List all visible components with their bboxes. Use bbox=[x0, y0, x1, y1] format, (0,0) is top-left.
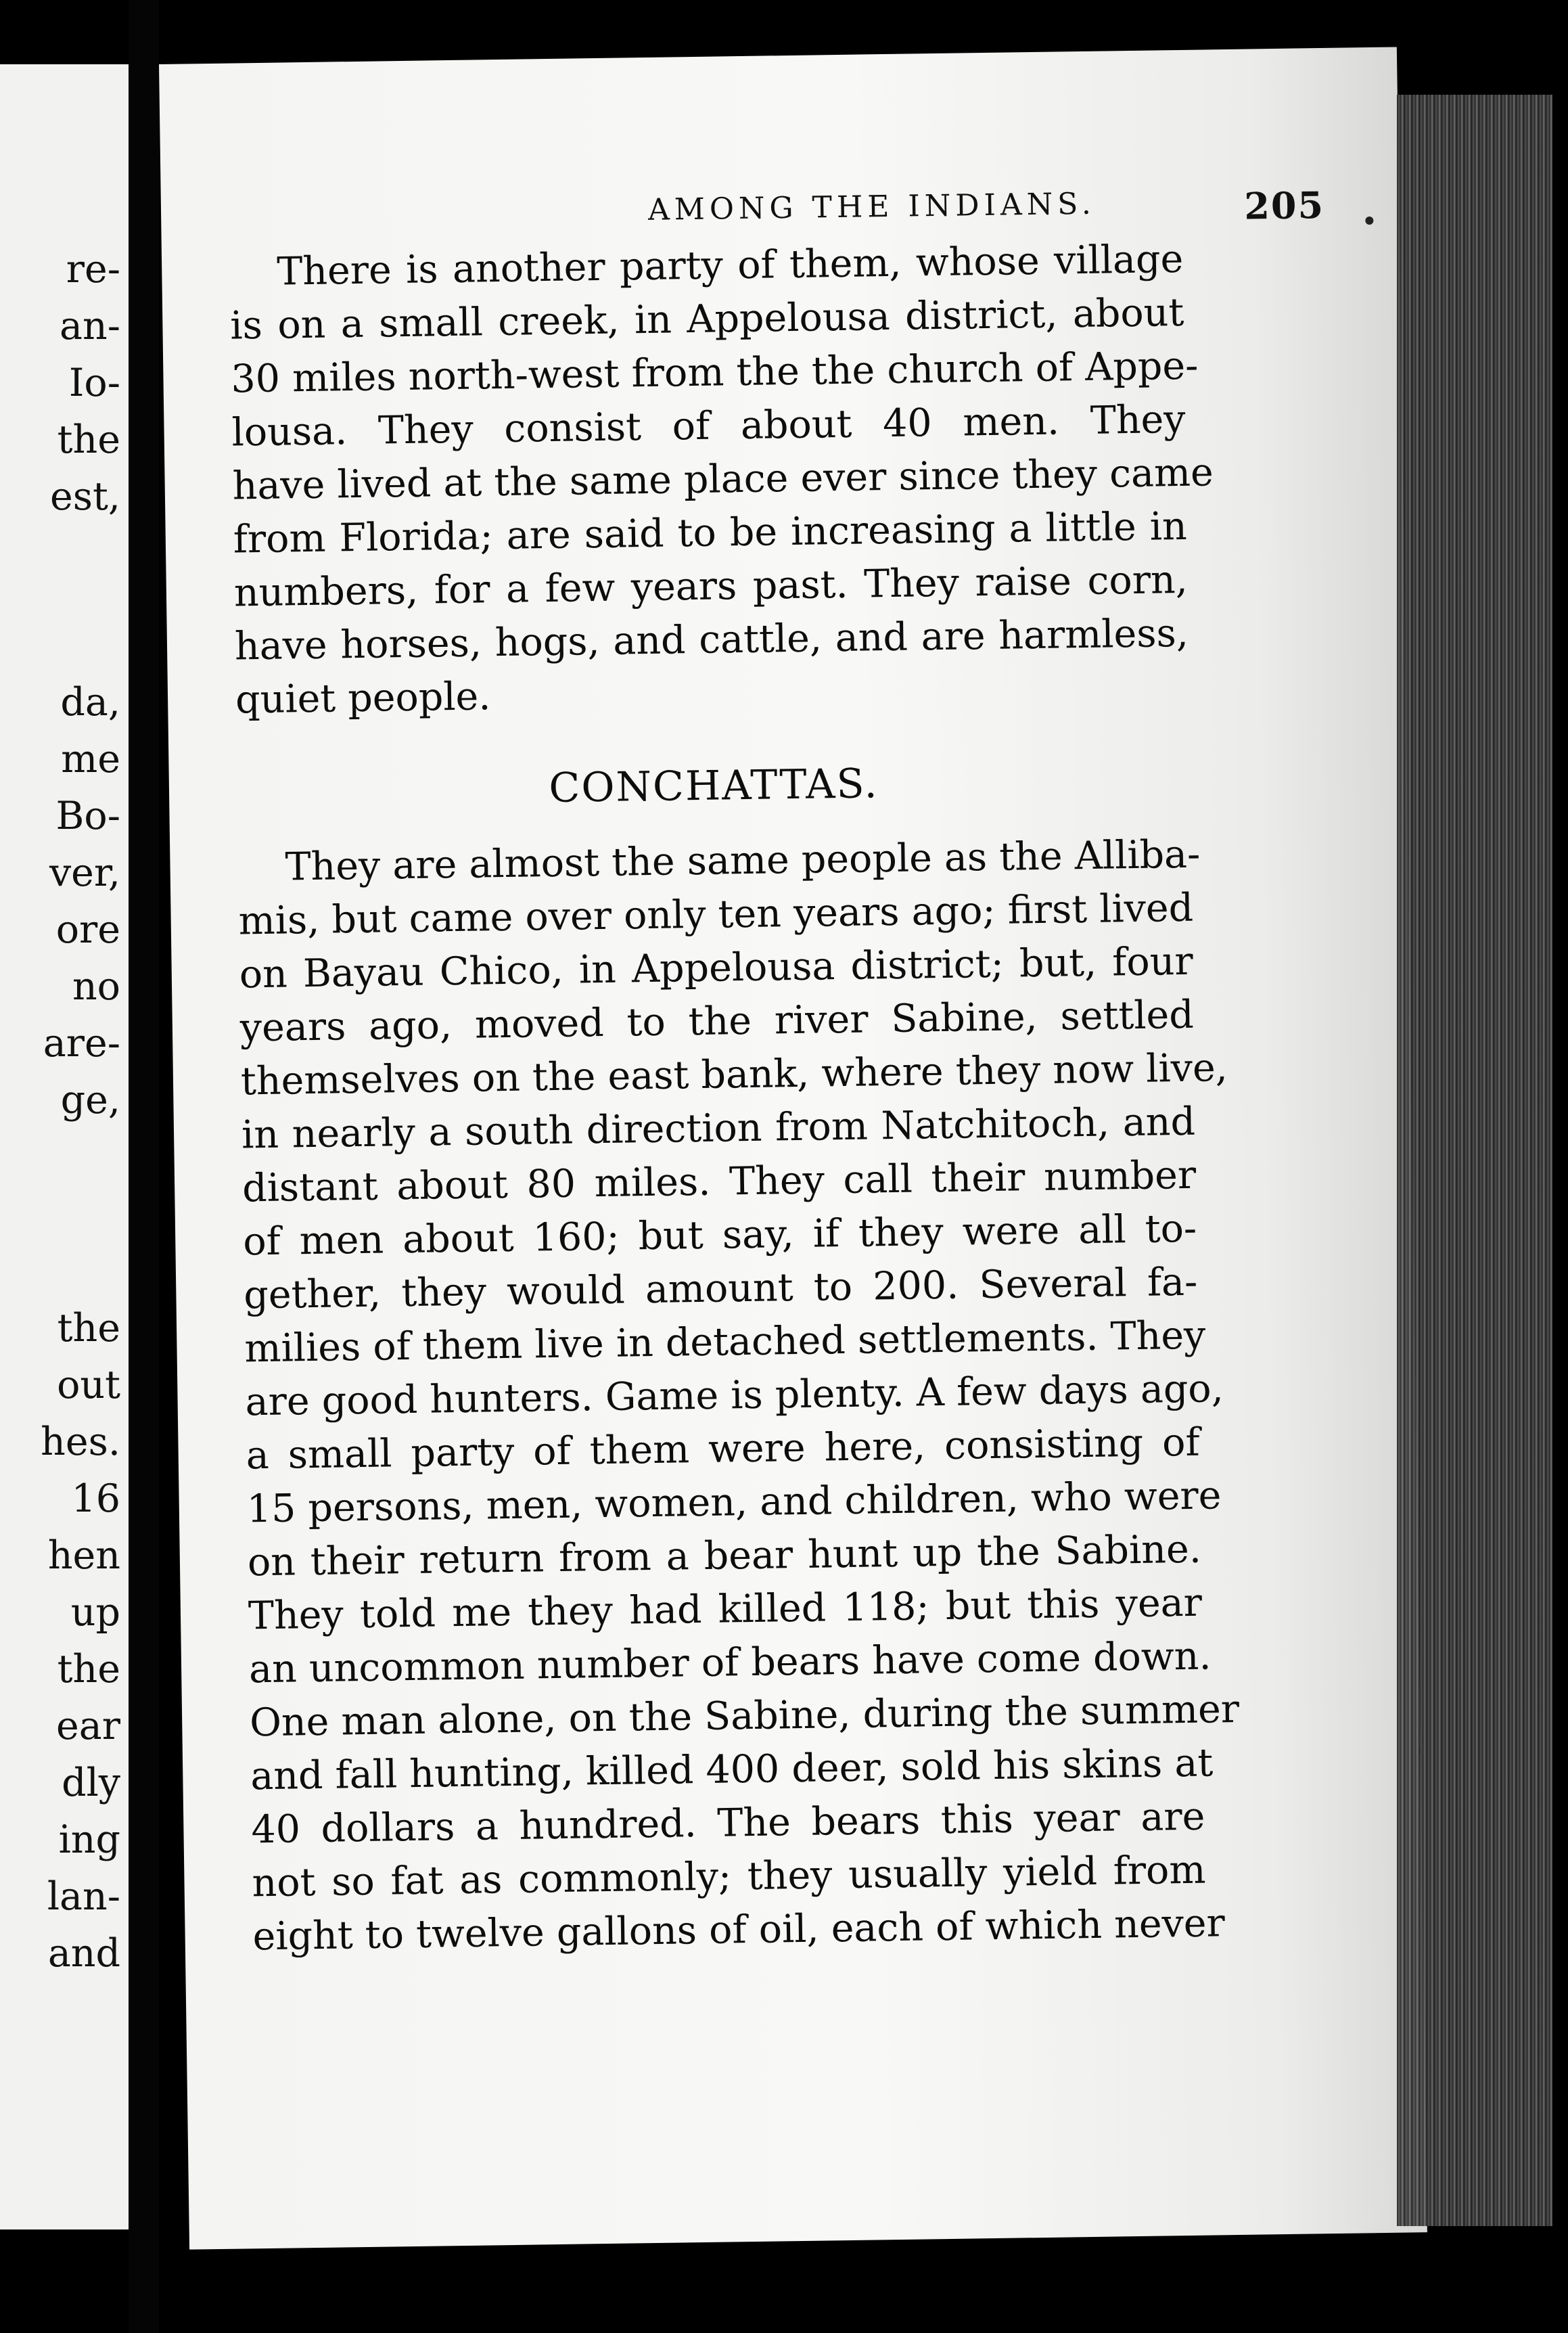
text-line: distant about 80 miles. They call their number bbox=[241, 1152, 1197, 1211]
previous-page-line-fragment: 16 bbox=[71, 1476, 120, 1521]
text-line: eight to twelve gallons of oil, each of which never bbox=[252, 1901, 1226, 1960]
text-line: is on a small creek, in Appelousa district, about bbox=[229, 290, 1184, 348]
text-line: 15 persons, men, women, and children, who were bbox=[246, 1473, 1222, 1532]
text-line: 40 dollars a hundred. The bears this year are bbox=[250, 1794, 1205, 1853]
text-line: from Florida; are said to be increasing a little in bbox=[233, 503, 1188, 562]
text-line: They are almost the same people as the Alliba- bbox=[285, 832, 1201, 890]
book-page bbox=[159, 47, 1427, 2249]
text-line: an uncommon number of bears have come down. bbox=[248, 1633, 1212, 1692]
text-line: 30 miles north-west from the the church of Appe- bbox=[231, 343, 1199, 402]
text-line: gether, they would amount to 200. Several fa- bbox=[243, 1259, 1198, 1318]
previous-page-line-fragment: ver, bbox=[49, 851, 120, 895]
previous-page-line-fragment: Bo- bbox=[55, 794, 120, 838]
previous-page-line-fragment: hes. bbox=[41, 1420, 120, 1464]
paragraph-conchattas bbox=[237, 828, 1240, 1964]
previous-page-line-fragment: ear bbox=[56, 1704, 120, 1748]
previous-page-line-fragment: an- bbox=[60, 304, 120, 348]
text-line: of men about 160; but say, if they were all to- bbox=[242, 1206, 1197, 1265]
previous-page-line-fragment: hen bbox=[47, 1533, 120, 1578]
previous-page-line-fragment: ore bbox=[55, 907, 120, 952]
running-head bbox=[317, 183, 1325, 228]
text-line: in nearly a south direction from Natchitoch, and bbox=[241, 1099, 1196, 1158]
paragraph-villages bbox=[229, 233, 1214, 727]
previous-page-line-fragment: Io- bbox=[68, 361, 120, 405]
previous-page-line-fragment: re- bbox=[66, 247, 120, 292]
previous-page-fragment bbox=[0, 64, 129, 2229]
page-body bbox=[229, 233, 1240, 1964]
previous-page-line-fragment: da, bbox=[60, 680, 120, 725]
previous-page-line-fragment: me bbox=[61, 737, 120, 782]
previous-page-line-fragment: dly bbox=[62, 1761, 120, 1805]
previous-page-line-fragment: no bbox=[72, 964, 120, 1009]
previous-page-line-fragment: the bbox=[57, 1306, 120, 1351]
previous-page-line-fragment: and bbox=[47, 1931, 120, 1976]
previous-page-line-fragment: est, bbox=[49, 474, 120, 519]
text-line: themselves on the east bank, where they now live, bbox=[240, 1045, 1228, 1104]
text-line: They told me they had killed 118; but this year bbox=[248, 1580, 1203, 1639]
previous-page-line-fragment: are- bbox=[43, 1021, 120, 1066]
text-line: have lived at the same place ever since they came bbox=[232, 450, 1214, 509]
text-line: There is another party of them, whose village bbox=[276, 236, 1184, 294]
book-gutter bbox=[129, 0, 159, 2333]
book-page-edges bbox=[1397, 95, 1552, 2226]
previous-page-line-fragment: ing bbox=[58, 1817, 120, 1862]
text-line: on their return from a bear hunt up the Sabine. bbox=[247, 1526, 1202, 1585]
text-line: mis, but came over only ten years ago; first lived bbox=[238, 885, 1194, 944]
text-line: and fall hunting, killed 400 deer, sold his skins at bbox=[250, 1740, 1214, 1799]
text-line: a small party of them were here, consisting of bbox=[246, 1420, 1201, 1478]
running-head-title: AMONG THE INDIANS. bbox=[647, 186, 1097, 227]
text-line: are good hunters. Game is plenty. A few days ago, bbox=[245, 1366, 1224, 1425]
text-line: One man alone, on the Sabine, during the summer bbox=[249, 1686, 1240, 1746]
paper-speck bbox=[1365, 217, 1373, 225]
text-line: have horses, hogs, and cattle, and are harmless, bbox=[234, 610, 1189, 669]
text-line: not so fat as commonly; they usually yield from bbox=[252, 1847, 1206, 1906]
text-line: lousa. They consist of about 40 men. They bbox=[231, 397, 1186, 455]
previous-page-line-fragment: the bbox=[57, 1647, 120, 1692]
text-line: milies of them live in detached settlements. They bbox=[244, 1313, 1206, 1372]
previous-page-line-fragment: out bbox=[57, 1363, 120, 1407]
text-line: on Bayau Chico, in Appelousa district; but, four bbox=[239, 938, 1194, 997]
section-heading: CONCHATTAS. bbox=[548, 760, 879, 813]
text-line: quiet people. bbox=[235, 674, 491, 723]
previous-page-line-fragment: ge, bbox=[60, 1078, 120, 1123]
previous-page-line-fragment: up bbox=[70, 1590, 120, 1635]
previous-page-line-fragment: lan- bbox=[47, 1874, 120, 1919]
page-number: 205 bbox=[1243, 183, 1325, 228]
text-line: numbers, for a few years past. They raise corn, bbox=[233, 557, 1189, 616]
text-line: years ago, moved to the river Sabine, settled bbox=[239, 992, 1195, 1051]
previous-page-line-fragment: the bbox=[57, 417, 120, 462]
